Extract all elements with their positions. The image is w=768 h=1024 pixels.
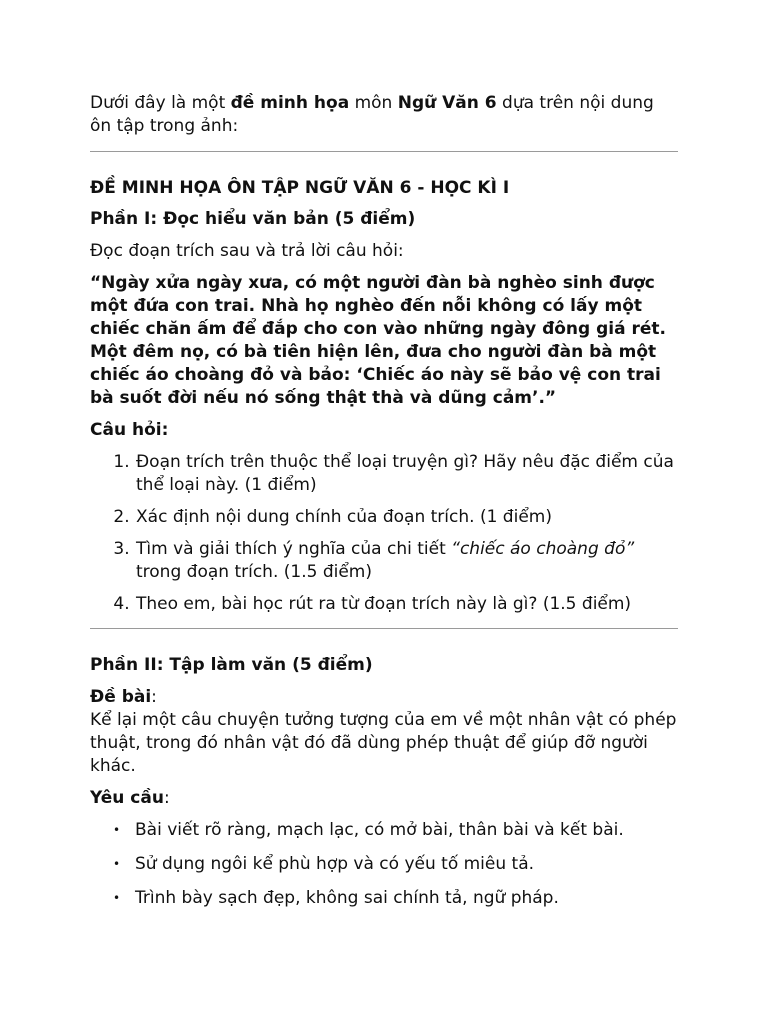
question-item: 4. Theo em, bài học rút ra từ đoạn trích này là gì? (1.5 điểm)	[135, 593, 678, 616]
question-text-before: Tìm và giải thích ý nghĩa của chi tiết	[136, 539, 452, 559]
intro-text-1: Dưới đây là một	[90, 93, 231, 113]
divider-middle	[90, 628, 678, 629]
section1-title: Phần I: Đọc hiểu văn bản (5 điểm)	[90, 209, 416, 229]
questions-label: Câu hỏi:	[90, 420, 169, 440]
requirement-text: Sử dụng ngôi kể phù hợp và có yếu tố miêu tả.	[135, 854, 535, 874]
divider-top	[90, 151, 678, 152]
requirements-label-colon: :	[163, 788, 170, 808]
requirement-text: Bài viết rõ ràng, mạch lạc, có mở bài, thân bài và kết bài.	[135, 820, 624, 840]
question-item	[135, 538, 678, 584]
requirements-list	[90, 819, 678, 910]
exam-title: ĐỀ MINH HỌA ÔN TẬP NGỮ VĂN 6 - HỌC KÌ I	[90, 178, 510, 198]
topic-label	[90, 686, 678, 709]
topic-label-text: Đề bài	[90, 687, 152, 707]
intro-text-3: dựa trên nội dung ôn tập trong ảnh:	[90, 93, 654, 136]
intro-bold-2: Ngữ Văn 6	[397, 93, 497, 113]
requirements-label	[90, 787, 678, 810]
reading-passage: “Ngày xửa ngày xưa, có một người đàn bà nghèo sinh được một đứa con trai. Nhà họ nghèo đến nỗi không có lấy một chiếc chăn ấm để đắp cho con vào những ngày đông giá rét. Một đêm nọ, có bà tiên hiện lên, đưa cho người đàn bà một chiếc áo choàng đỏ và bảo: ‘Chiếc áo này sẽ bảo vệ con trai bà suốt đời nếu nó sống thật thà và dũng cảm’.”	[90, 273, 666, 408]
requirements-label-text: Yêu cầu	[90, 788, 164, 808]
intro-bold-1: đề minh họa	[230, 93, 350, 113]
bullet-icon: •	[113, 823, 121, 837]
requirement-item	[113, 853, 678, 876]
requirement-item	[113, 819, 678, 842]
questions-list	[90, 451, 678, 616]
question-item: 2. Xác định nội dung chính của đoạn trích. (1 điểm)	[135, 506, 678, 529]
topic-label-colon: :	[151, 687, 157, 707]
bullet-icon: •	[113, 857, 121, 871]
bullet-icon: •	[113, 891, 121, 905]
section2-title: Phần II: Tập làm văn (5 điểm)	[90, 655, 373, 675]
intro-text-2: môn	[349, 93, 398, 113]
requirement-item	[113, 887, 678, 910]
topic-text: Kể lại một câu chuyện tưởng tượng của em về một nhân vật có phép thuật, trong đó nhân vật đó đã dùng phép thuật để giúp đỡ người khác.	[90, 710, 677, 776]
question-item: 1. Đoạn trích trên thuộc thể loại truyện gì? Hãy nêu đặc điểm của thể loại này. (1 điểm)	[135, 451, 678, 497]
requirement-text: Trình bày sạch đẹp, không sai chính tả, ngữ pháp.	[135, 888, 559, 908]
section1-instruction: Đọc đoạn trích sau và trả lời câu hỏi:	[90, 241, 404, 261]
intro-paragraph	[90, 92, 678, 138]
question-italic-detail: “chiếc áo choàng đỏ”	[451, 539, 635, 559]
question-text-after: trong đoạn trích. (1.5 điểm)	[136, 562, 372, 582]
